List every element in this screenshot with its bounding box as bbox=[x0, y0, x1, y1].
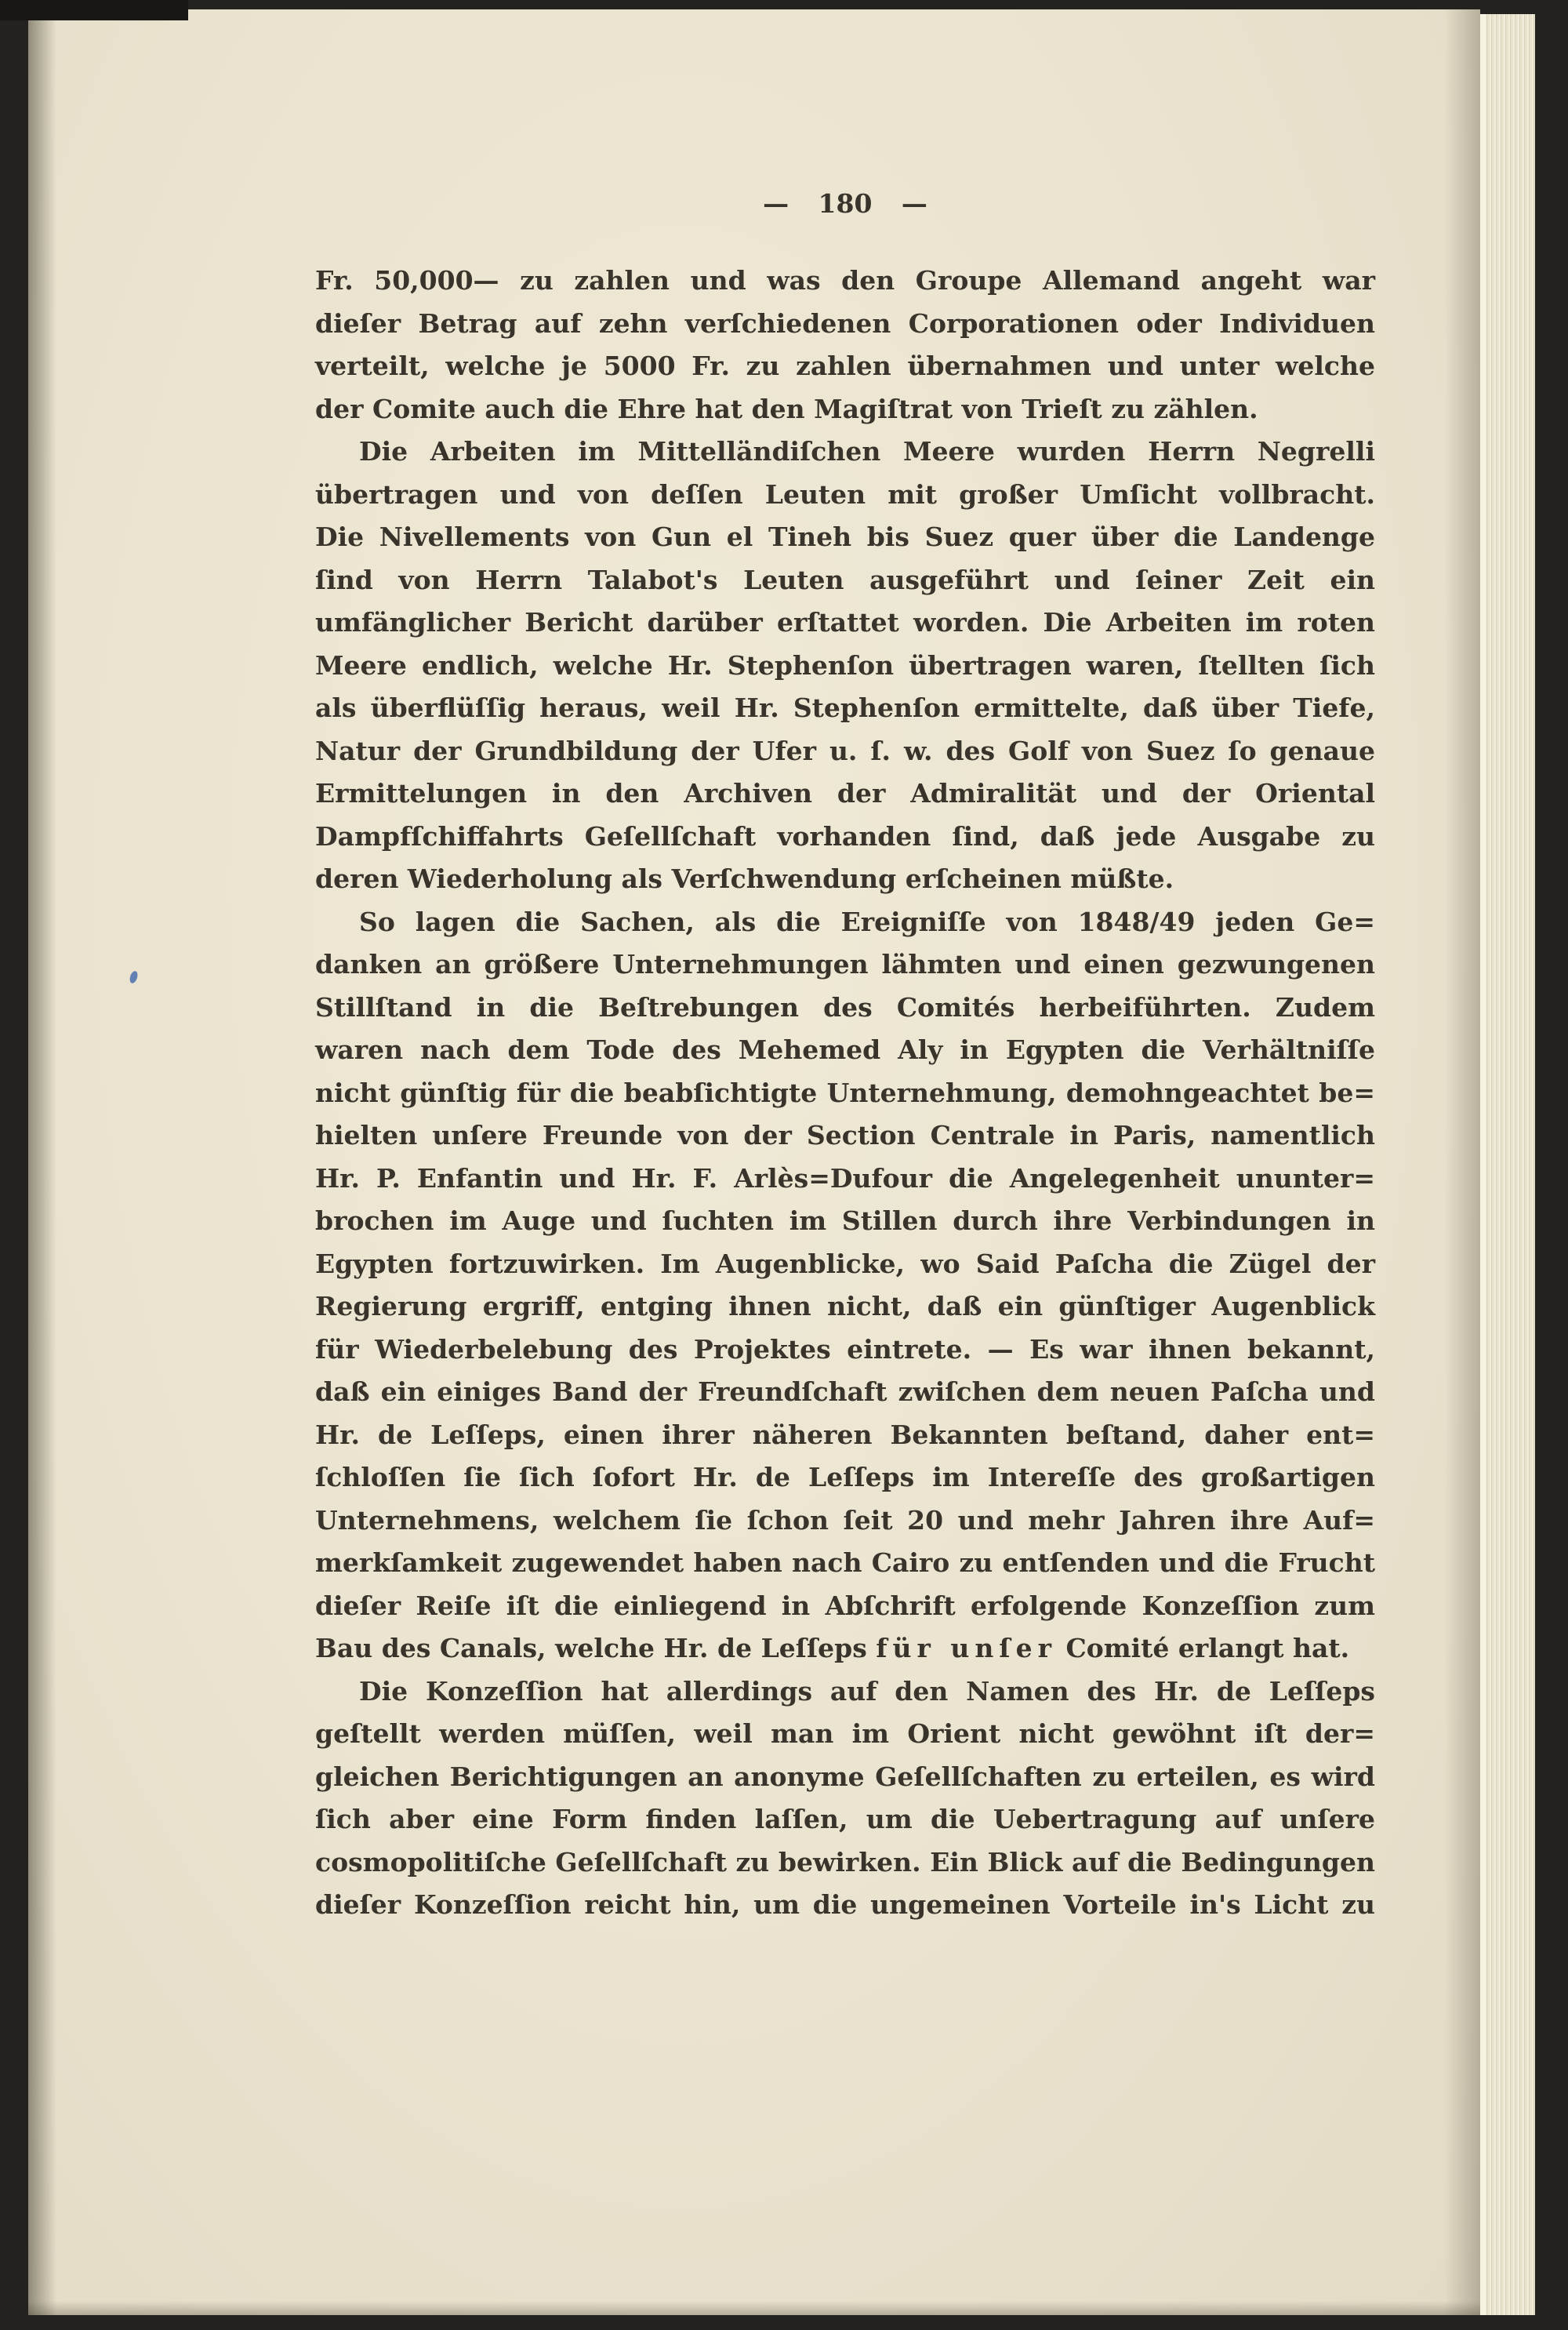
text-line: der Comite auch die Ehre hat den Magiſtrat von Trieſt zu zählen. bbox=[315, 393, 1258, 424]
text-line: cosmopolitiſche Geſellſchaft zu bewirken. Ein Blick auf die Bedingungen bbox=[315, 1846, 1375, 1877]
text-line: Die Arbeiten im Mittelländiſchen Meere wurden Herrn Negrelli bbox=[359, 436, 1375, 467]
text-line: dieſer Reiſe iſt die einliegend in Abſchrift erfolgende Konzeſſion zum bbox=[315, 1590, 1375, 1621]
text-line: Fr. 50,000— zu zahlen und was den Groupe Allemand angeht war bbox=[315, 265, 1375, 296]
text-line: für Wiederbelebung des Projektes eintrete. — Es war ihnen bekannt, bbox=[315, 1333, 1375, 1365]
text-line: umfänglicher Bericht darüber erſtattet worden. Die Arbeiten im roten bbox=[315, 607, 1375, 638]
page-bottom-edge-shadow bbox=[28, 2301, 1480, 2315]
text-line: Hr. P. Enfantin und Hr. F. Arlès=Dufour die Angelegenheit ununter= bbox=[315, 1162, 1375, 1194]
text-line: Ermittelungen in den Archiven der Admiralität und der Oriental bbox=[315, 778, 1375, 809]
text-line: danken an größere Unternehmungen lähmten und einen gezwungenen bbox=[315, 949, 1375, 980]
text-line: Egypten fortzuwirken. Im Augenblicke, wo Said Paſcha die Zügel der bbox=[315, 1248, 1375, 1279]
paragraph bbox=[315, 901, 1375, 1670]
text-line: daß ein einiges Band der Freundſchaft zwiſchen dem neuen Paſcha und bbox=[315, 1376, 1375, 1407]
text-line: Natur der Grundbildung der Ufer u. ſ. w. des Golf von Suez ſo genaue bbox=[315, 735, 1375, 766]
page-edges-highlight bbox=[1480, 14, 1486, 2315]
book-page-edges-stack bbox=[1480, 14, 1535, 2315]
text-line: dieſer Konzeſſion reicht hin, um die ungemeinen Vorteile in's Licht zu bbox=[315, 1889, 1375, 1920]
text-segment: Comité erlangt hat. bbox=[1056, 1633, 1350, 1663]
text-line: als überflüſſig heraus, weil Hr. Stephenſon ermittelte, daß über Tiefe, bbox=[315, 692, 1375, 723]
text-line: brochen im Auge und ſuchten im Stillen durch ihre Verbindungen in bbox=[315, 1205, 1375, 1236]
page-number: — 180 — bbox=[763, 188, 927, 219]
text-line: waren nach dem Tode des Mehemed Aly in Egypten die Verhältniſſe bbox=[315, 1034, 1375, 1065]
page-left-edge-shadow bbox=[28, 9, 56, 2315]
paragraph bbox=[315, 431, 1375, 901]
text-line: verteilt, welche je 5000 Fr. zu zahlen übernahmen und unter welche bbox=[315, 351, 1375, 381]
text-line: ſchloſſen ſie ſich ſofort Hr. de Leſſeps im Intereſſe des großartigen bbox=[315, 1462, 1375, 1492]
text-block bbox=[315, 260, 1375, 1927]
text-line bbox=[315, 1627, 1375, 1670]
text-line: Regierung ergriff, entging ihnen nicht, daß ein günſtiger Augenblick bbox=[315, 1291, 1375, 1321]
text-line: dieſer Betrag auf zehn verſchiedenen Corporationen oder Individuen bbox=[315, 307, 1375, 339]
text-segment: Bau des Canals, welche Hr. de Leſſeps bbox=[315, 1633, 877, 1663]
paragraph bbox=[315, 260, 1375, 431]
text-line: Stillſtand in die Beſtrebungen des Comités herbeiführten. Zudem bbox=[315, 991, 1375, 1023]
text-line: deren Wiederholung als Verſchwendung erſcheinen müßte. bbox=[315, 863, 1174, 894]
text-line: ſich aber eine Form finden laſſen, um die Uebertragung auf unſere bbox=[315, 1804, 1375, 1834]
text-line: Unternehmens, welchem ſie ſchon ſeit 20 und mehr Jahren ihre Auf= bbox=[315, 1504, 1375, 1536]
text-line: Die Konzeſſion hat allerdings auf den Namen des Hr. de Leſſeps bbox=[359, 1675, 1375, 1707]
text-line: So lagen die Sachen, als die Ereigniſſe von 1848/49 jeden Ge= bbox=[359, 906, 1375, 937]
page-gutter-shadow bbox=[1444, 9, 1480, 2315]
text-line: gleichen Berichtigungen an anonyme Geſellſchaften zu erteilen, es wird bbox=[315, 1761, 1375, 1792]
dark-background-corner bbox=[0, 0, 188, 20]
text-line: merkſamkeit zugewendet haben nach Cairo zu entſenden und die Frucht bbox=[315, 1547, 1375, 1578]
text-line: hielten unſere Freunde von der Section Centrale in Paris, namentlich bbox=[315, 1120, 1375, 1150]
text-line: Meere endlich, welche Hr. Stephenſon übertragen waren, ſtellten ſich bbox=[315, 649, 1375, 681]
emphasized-text: für unſer bbox=[876, 1633, 1057, 1663]
text-line: Dampfſchiffahrts Geſellſchaft vorhanden ſind, daß jede Ausgabe zu bbox=[315, 820, 1375, 852]
text-line: übertragen und von deſſen Leuten mit großer Umſicht vollbracht. bbox=[315, 478, 1375, 510]
text-line: ſind von Herrn Talabot's Leuten ausgeführt und ſeiner Zeit ein bbox=[315, 564, 1375, 595]
text-line: Hr. de Leſſeps, einen ihrer näheren Bekannten beſtand, daher ent= bbox=[315, 1419, 1375, 1450]
paragraph bbox=[315, 1670, 1375, 1927]
text-line: geſtellt werden müſſen, weil man im Orient nicht gewöhnt iſt der= bbox=[315, 1718, 1375, 1749]
text-line: Die Nivellements von Gun el Tineh bis Suez quer über die Landenge bbox=[315, 522, 1375, 552]
text-line: nicht günſtig für die beabſichtigte Unternehmung, demohngeachtet be= bbox=[315, 1077, 1375, 1108]
